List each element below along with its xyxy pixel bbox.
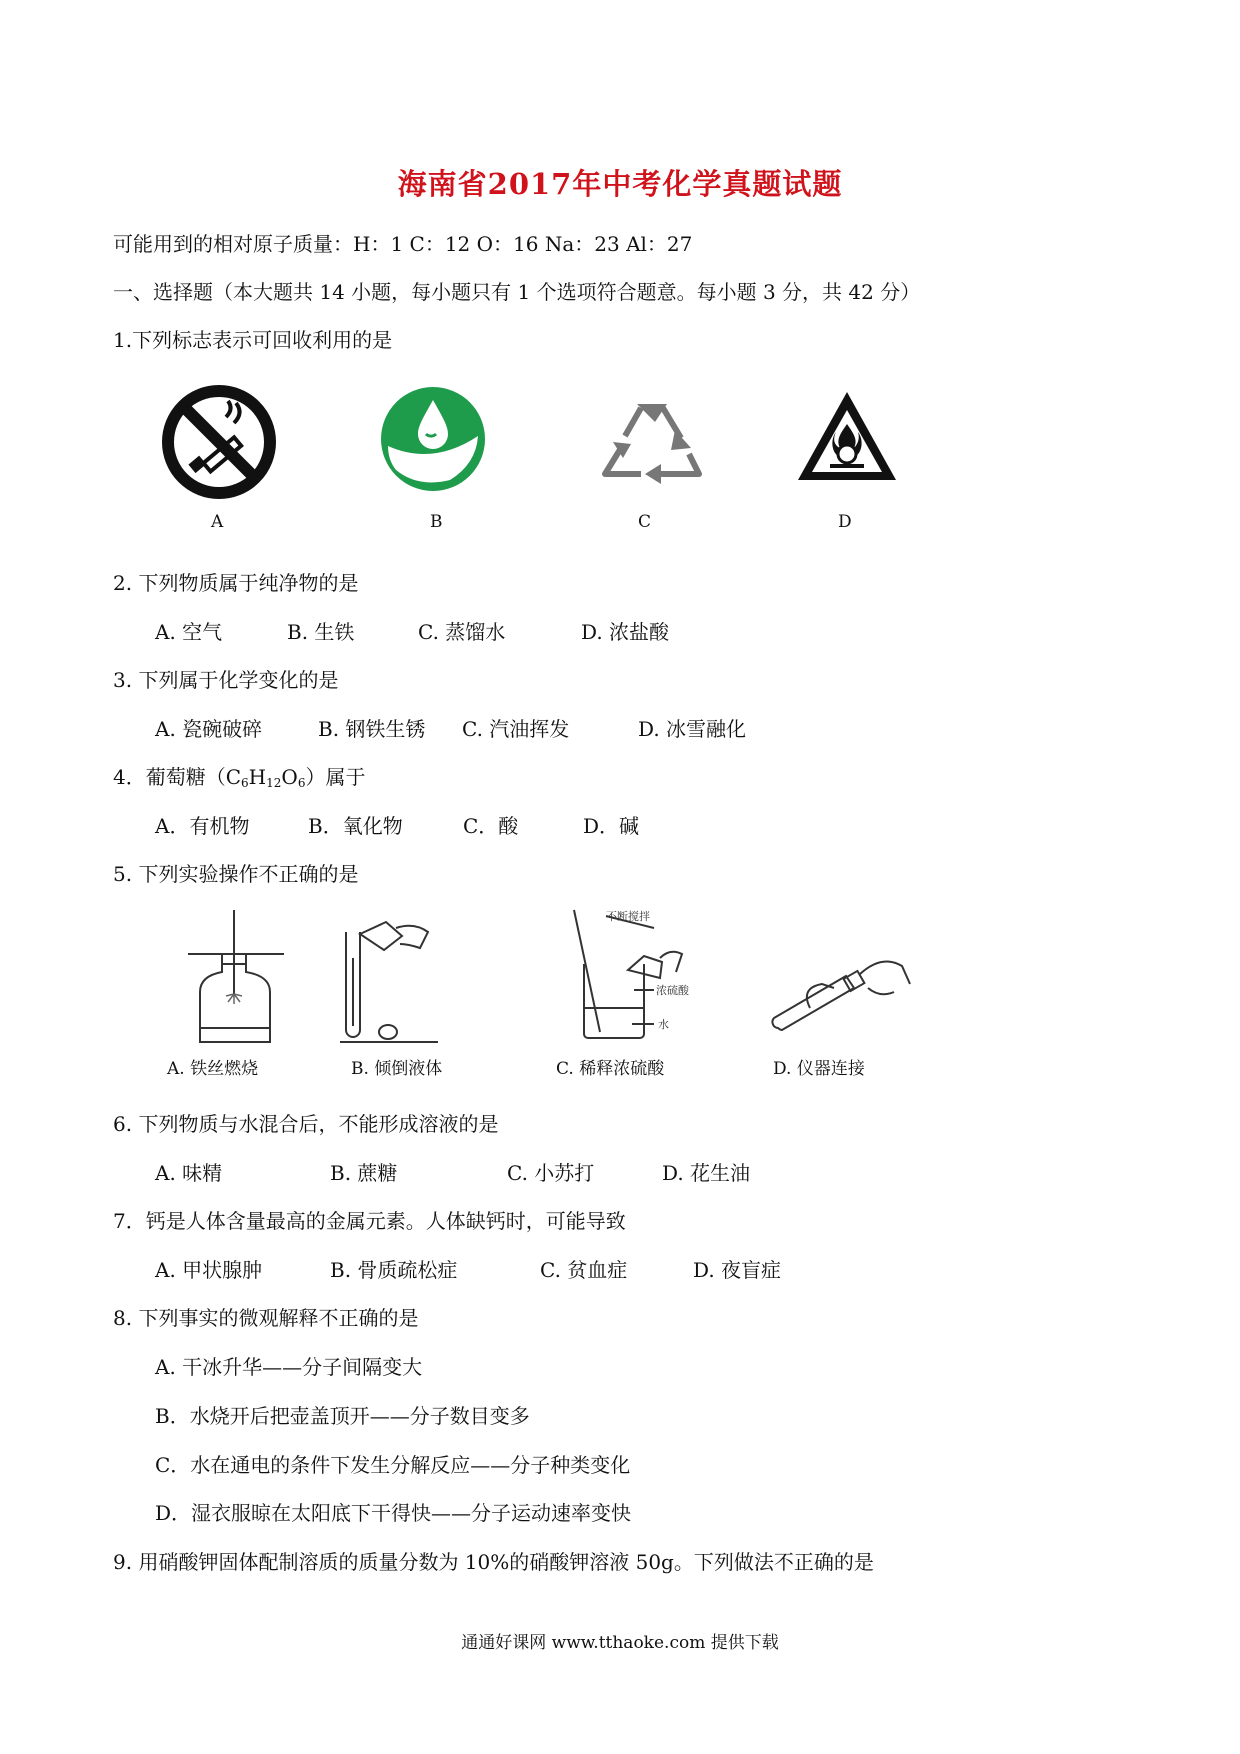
q4-h: H (248, 765, 267, 789)
q4-sub-o: 6 (297, 776, 306, 790)
pour-liquid-illustration (340, 918, 440, 1043)
recycle-icon (595, 394, 709, 494)
q8-option-b: B．水烧开后把壶盖顶开——分子数目变多 (155, 1404, 530, 1428)
q1-stem: 1.下列标志表示可回收利用的是 (113, 328, 393, 352)
q1-label-b: B (430, 512, 443, 532)
oxidizer-warning-icon (792, 386, 902, 486)
q8-option-a: A. 干冰升华——分子间隔变大 (155, 1355, 423, 1379)
q2-option-c: C. 蒸馏水 (418, 620, 506, 644)
q6-option-a: A. 味精 (155, 1161, 223, 1185)
q1-label-a: A (211, 512, 224, 532)
label-stir: 不断搅拌 (606, 910, 650, 923)
dilute-sulfuric-acid-illustration (570, 908, 740, 1048)
q2-stem: 2. 下列物质属于纯净物的是 (113, 571, 359, 595)
q3-option-c: C. 汽油挥发 (462, 717, 570, 741)
q7-option-b: B. 骨质疏松症 (330, 1258, 458, 1282)
q2-option-b: B. 生铁 (287, 620, 355, 644)
q2-option-d: D. 浓盐酸 (581, 620, 670, 644)
q6-stem: 6. 下列物质与水混合后，不能形成溶液的是 (113, 1112, 499, 1136)
q4-stem-pre: 4．葡萄糖（C (113, 765, 242, 789)
q4-stem (113, 761, 365, 790)
q3-option-a: A. 瓷碗破碎 (155, 717, 263, 741)
q9-stem: 9. 用硝酸钾固体配制溶质的质量分数为 10%的硝酸钾溶液 50g。下列做法不正确的是 (113, 1550, 874, 1574)
q7-option-d: D. 夜盲症 (693, 1258, 782, 1282)
q3-option-d: D. 冰雪融化 (638, 717, 747, 741)
q3-stem: 3. 下列属于化学变化的是 (113, 668, 339, 692)
q8-stem: 8. 下列事实的微观解释不正确的是 (113, 1306, 419, 1330)
q5-caption-a: A. 铁丝燃烧 (167, 1059, 259, 1079)
q2-option-a: A. 空气 (155, 620, 223, 644)
q4-o: O (281, 765, 298, 789)
q5-caption-c: C. 稀释浓硫酸 (556, 1059, 665, 1079)
section-heading: 一、选择题（本大题共 14 小题，每小题只有 1 个选项符合题意。每小题 3 分，共 42 分） (113, 280, 921, 304)
q5-stem: 5. 下列实验操作不正确的是 (113, 862, 359, 886)
q1-label-c: C (638, 512, 652, 532)
no-smoking-icon (160, 383, 278, 501)
connect-apparatus-illustration (770, 948, 915, 1038)
q3-option-b: B. 钢铁生锈 (318, 717, 426, 741)
q8-option-d: D．湿衣服晾在太阳底下干得快——分子运动速率变快 (155, 1501, 632, 1525)
q7-option-a: A. 甲状腺肿 (155, 1258, 263, 1282)
q4-stem-post: ）属于 (305, 765, 366, 789)
q7-option-c: C. 贫血症 (540, 1258, 628, 1282)
q4-option-a: A．有机物 (155, 814, 250, 838)
q5-caption-d: D. 仪器连接 (773, 1059, 865, 1079)
iron-wire-burning-illustration (186, 910, 286, 1045)
q6-option-c: C. 小苏打 (507, 1161, 595, 1185)
label-water: 水 (658, 1018, 669, 1031)
atomic-masses: 可能用到的相对原子质量：H：1 C：12 O：16 Na：23 Al：27 (113, 232, 693, 256)
q4-sub-h: 12 (266, 776, 282, 790)
q7-stem: 7．钙是人体含量最高的金属元素。人体缺钙时，可能导致 (113, 1209, 626, 1233)
q4-sub-c: 6 (241, 776, 249, 790)
water-saving-icon (378, 384, 488, 494)
q1-label-d: D (838, 512, 852, 532)
q5-caption-b: B. 倾倒液体 (351, 1059, 443, 1079)
q6-option-d: D. 花生油 (662, 1161, 751, 1185)
q4-option-c: C．酸 (463, 814, 519, 838)
q6-option-b: B. 蔗糖 (330, 1161, 398, 1185)
q4-option-b: B．氧化物 (308, 814, 403, 838)
q8-option-c: C．水在通电的条件下发生分解反应——分子种类变化 (155, 1453, 631, 1477)
q4-option-d: D．碱 (583, 814, 640, 838)
page-title: 海南省2017年中考化学真题试题 (397, 167, 843, 201)
label-acid: 浓硫酸 (656, 984, 689, 997)
footer-source: 通通好课网 www.tthaoke.com 提供下载 (461, 1633, 779, 1653)
